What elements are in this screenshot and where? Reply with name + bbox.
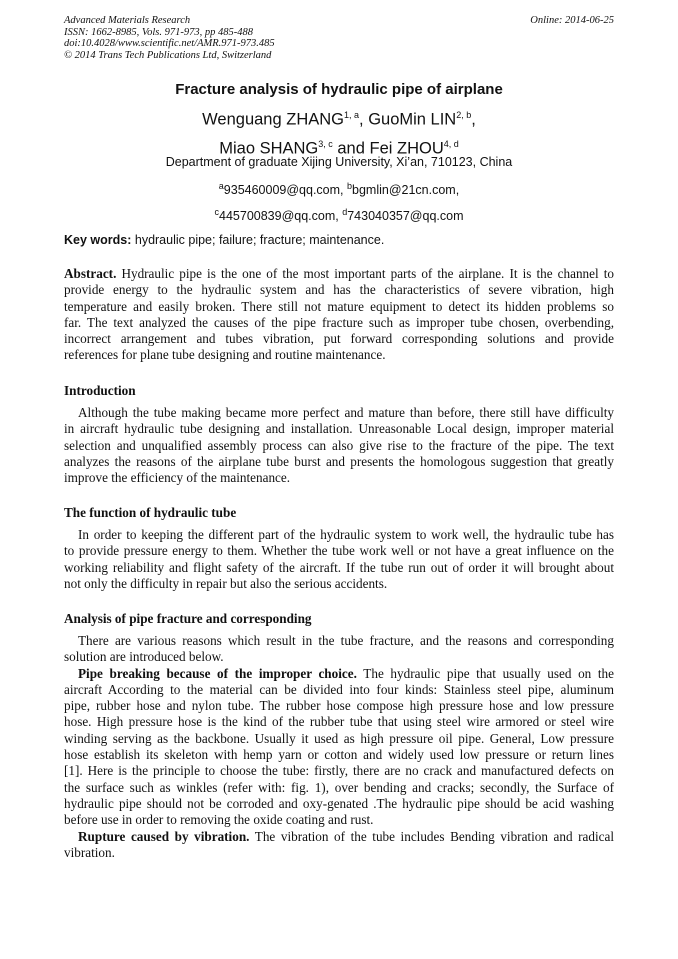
- text-line: [64, 649, 614, 665]
- author-sup: 2, b: [456, 110, 472, 120]
- line-text: selection and unqualified assembly process can also give rise to the fracture of the pipe. The text: [64, 437, 614, 453]
- line-text: pipe, rubber hose and nylon tube. The rubber hose compose high pressure hose and low pressure: [64, 698, 614, 714]
- text-line: [64, 698, 614, 714]
- text-line: [64, 780, 614, 796]
- line-text: to provide pressure energy to them. Whether the tube work well or not have a great influence on the: [64, 543, 614, 559]
- text-line: [64, 731, 614, 747]
- text-line: [64, 543, 614, 559]
- text-line: [64, 666, 614, 682]
- emails: [0, 175, 678, 227]
- text-line: [64, 763, 614, 779]
- line-text: in aircraft hydraulic tube designing and installation. Unreasonable Local design, improper material: [64, 421, 614, 437]
- email: 935460009@qq.com,: [223, 183, 347, 198]
- text-line: [64, 438, 614, 454]
- text-line: [64, 299, 614, 315]
- text-line: [64, 282, 614, 298]
- doi: doi:10.4028/www.scientific.net/AMR.971-973.485: [64, 38, 275, 49]
- line-text: solution are introduced below.: [64, 649, 224, 665]
- authors: [0, 103, 678, 160]
- line-text: hydraulic pipe should not be corroded and oxy-genated .The hydraulic pipe should be acid washing: [64, 795, 614, 811]
- sep: and: [332, 139, 370, 157]
- line-text: far. The text analyzed the causes of the pipe fracture such as improper tube chosen, overbending,: [64, 314, 614, 330]
- author-name: Wenguang ZHANG: [202, 110, 344, 129]
- email-sup: a: [218, 181, 224, 191]
- text-line: [64, 714, 614, 730]
- text-line: [64, 576, 614, 592]
- line-text: The hydraulic pipe that usually used on the: [356, 665, 614, 681]
- email-sup: d: [342, 207, 348, 218]
- line-text: [1]. Here is the principle to choose the tube: firstly, there are no crack and manufactured defects on: [64, 763, 614, 779]
- journal-name: Advanced Materials Research: [64, 15, 191, 26]
- text-line: [64, 347, 614, 363]
- text-line: [64, 470, 614, 486]
- paragraph: [64, 266, 614, 364]
- line-text: before use in order to removing the oxide coating and rust.: [64, 812, 374, 828]
- paragraph: [64, 633, 614, 666]
- text-line: [64, 315, 614, 331]
- text-line: [64, 796, 614, 812]
- text-line: [64, 421, 614, 437]
- sep: ,: [471, 110, 476, 129]
- section-heading: Introduction: [64, 383, 136, 398]
- copyright: © 2014 Trans Tech Publications Ltd, Switzerland: [64, 49, 272, 61]
- online-date: Online: 2014-06-25: [530, 15, 614, 26]
- text-line: [64, 266, 614, 282]
- line-text: aircraft According to the material can be divided into four kinds: Stainless steel pipe, aluminum: [64, 681, 614, 697]
- keywords-label: Key words:: [64, 233, 132, 247]
- line-text: The vibration of the tube includes Bending vibration and radical: [249, 828, 614, 844]
- keywords: [64, 233, 384, 247]
- line-text: references for plane tube designing and routine maintenance.: [64, 347, 386, 363]
- journal-header: [64, 15, 275, 61]
- line-text: incorrect arrangement and tubes vibration, put forward corresponding solutions and provide: [64, 331, 614, 347]
- text-line: [64, 812, 614, 828]
- text-line: [64, 845, 614, 861]
- email: 743040357@qq.com: [347, 209, 464, 224]
- text-line: [64, 527, 614, 543]
- run-in-heading: Abstract.: [64, 266, 117, 281]
- affiliation: Department of graduate Xijing University, Xi’an, 710123, China: [165, 155, 513, 169]
- email: 445700839@qq.com,: [219, 209, 343, 224]
- author-sup: 3, c: [318, 138, 333, 149]
- line-text: improve the efficiency of the maintenance.: [64, 470, 291, 486]
- line-text: hose. High pressure hose is the kind of the rubber tube that using steel wire armored or steel wire: [64, 714, 614, 730]
- email: bgmlin@21cn.com,: [352, 183, 460, 198]
- author-sup: 4, d: [443, 138, 459, 149]
- email-sup: c: [214, 207, 220, 218]
- line-text: There are various reasons which result in the tube fracture, and the reasons and corresponding: [78, 633, 614, 648]
- text-line: [64, 560, 614, 576]
- run-in-heading: Pipe breaking because of the improper choice.: [78, 665, 357, 681]
- author-name: GuoMin LIN: [368, 110, 457, 129]
- text-line: [64, 682, 614, 698]
- author-sup: 1, a: [344, 110, 360, 120]
- sep: ,: [359, 110, 369, 129]
- email-sup: b: [347, 181, 353, 191]
- line-text: working reliability and flight safety of the aircraft. If the tube run out of order it will brought about: [64, 559, 614, 575]
- section-heading: The function of hydraulic tube: [64, 505, 237, 520]
- issn: ISSN: 1662-8985, Vols. 971-973, pp 485-488: [64, 26, 253, 38]
- line-text: Although the tube making became more perfect and mature than before, there still have difficulty: [78, 405, 614, 420]
- author-name: Miao SHANG: [219, 139, 319, 157]
- paragraph: [64, 527, 614, 592]
- text-line: [64, 454, 614, 470]
- paragraph: [64, 666, 614, 829]
- line-text: not only the difficulty in repair but also the serious accidents.: [64, 575, 388, 591]
- text-line: [64, 331, 614, 347]
- text-line: [64, 747, 614, 763]
- line-text: analyzes the reasons of the airplane tube burst and presents the homologous suggestion that greatly: [64, 453, 614, 469]
- line-text: vibration.: [64, 844, 115, 860]
- paper-title: Fracture analysis of hydraulic pipe of airplane: [175, 81, 503, 98]
- text-line: [64, 829, 614, 845]
- paragraph: [64, 829, 614, 862]
- line-text: provide energy to the hydraulic system and has the characteristics of severe vibration, high: [64, 282, 614, 298]
- text-line: [64, 405, 614, 421]
- line-text: the surface such as winkles (refer with: fig. 1), over bending and cracks; secondly, the Surface of: [64, 779, 614, 795]
- line-text: In order to keeping the different part of the hydraulic system to work well, the hydraulic tube has: [78, 527, 614, 542]
- text-line: [64, 633, 614, 649]
- paragraph: [64, 405, 614, 486]
- line-text: temperature and easily broken. There still not mature equipment to detect its hidden problems so: [64, 298, 614, 314]
- line-text: Hydraulic pipe is the one of the most important parts of the airplane. It is the channel to: [116, 266, 614, 281]
- author-name: Fei ZHOU: [369, 139, 444, 157]
- line-text: winding serving as the backbone. Usually it used as high pressure oil pipe. General, Low pressure: [64, 730, 614, 746]
- run-in-heading: Rupture caused by vibration.: [78, 828, 250, 844]
- line-text: hose establish its skeleton with hemp yarn or cotton and widely used low pressure or return lines: [64, 747, 614, 763]
- keywords-text: hydraulic pipe; failure; fracture; maintenance.: [131, 233, 385, 247]
- section-heading: Analysis of pipe fracture and corresponding: [64, 611, 312, 626]
